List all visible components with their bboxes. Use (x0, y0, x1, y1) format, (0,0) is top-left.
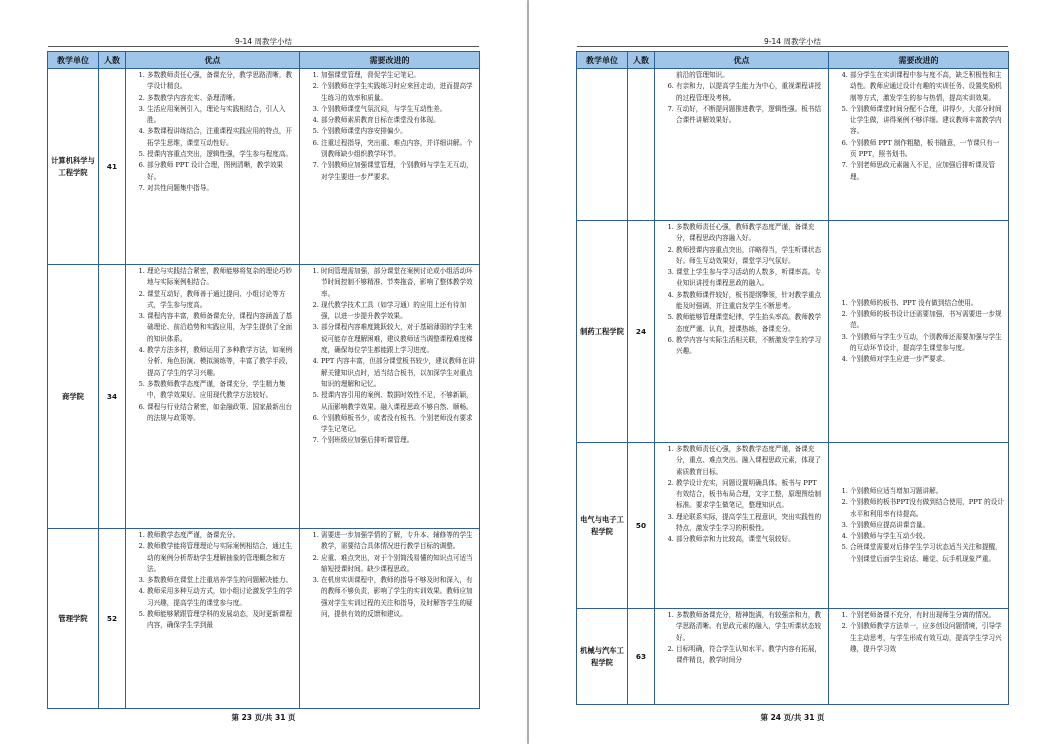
count-cell: 34 (99, 265, 126, 529)
list-item: 1. 多数教师责任心强，备课充分，教学思路清晰，教学设计精良。 (147, 70, 296, 93)
list-item: 4. 多数课程讲练结合，注重课程实践应用的特点，开拓学生思维，课堂互动性好。 (147, 126, 296, 149)
list-item: 4. 部分教师素质教育目标在课堂没有体现。 (321, 115, 476, 126)
list-item: 3. 课程内容丰富，教师备课充分，课程内容涵盖了基础理论、前沿趋势和实践应用，为学生提供了全面的知识体系。 (147, 311, 296, 345)
col-strengths: 优点 (655, 52, 829, 69)
improvements-cell (829, 221, 1009, 443)
list-item: 4. 个别教师与学生互动少较。 (850, 531, 1005, 542)
unit-cell: 商学院 (48, 265, 99, 529)
unit-cell: 制药工程学院 (577, 221, 628, 443)
list-item: 7. 互动好，不断提问题推进教学，逻辑性强。板书结合课件讲解效果好。 (676, 104, 825, 127)
list-item: 4. 教师采用多种互动方式，如小组讨论激发学生的学习兴趣，提高学生的课堂参与度。 (147, 586, 296, 609)
list-item: 4. 教学方法多样，教师运用了多种教学方法，如案例分析、角色扮演、模拟演练等，丰富了教学手段，提高了学生的学习兴趣。 (147, 345, 296, 379)
list-item: 5. 多数教师教学态度严谨，备课充分，学生精力集中，教学效果好。应用现代教学方法较好。 (147, 379, 296, 402)
list-item: 1. 加强课堂管理，督促学生记笔记。 (321, 70, 476, 81)
table-row (48, 265, 480, 529)
list-item: 3. 多数教师在课堂上注重培养学生的问题解决能力。 (147, 575, 296, 586)
table-row (577, 443, 1009, 609)
list-item: 6. 课程与行业结合紧密，如金融政策、国家最新出台的法规与政策等。 (147, 402, 296, 425)
list-item: 3. 理论联系实际，提高学生工程意识，突出实践性的特点，激发学生学习的积极性。 (676, 512, 825, 535)
improvements-cell (829, 443, 1009, 609)
page-footer: 第 24 页/共 31 页 (760, 713, 825, 722)
table-row (48, 529, 480, 709)
page-header: 9-14 周教学小结 (764, 37, 821, 46)
col-improvements: 需要改进的 (300, 52, 480, 69)
list-item: 7. 个别老师思政元素融入不足，应加强后排听课及管理。 (850, 160, 1005, 183)
list-item: 4. 部分学生在实训课程中参与度不高，缺乏积极性和主动性。教师应通过设计有趣的实训任务、设置奖励机制等方式，激发学生的参与热情，提高实训效果。 (850, 70, 1005, 104)
list-item: 6. 有亲和力，以提高学生能力为中心，重视课程讲授的过程管理及考核。 (676, 81, 825, 104)
list-item: 6. 部分教师 PPT 设计合理，图例清晰，教学效果好。 (147, 160, 296, 183)
col-count: 人数 (99, 52, 126, 69)
count-cell (628, 69, 655, 221)
list-item: 6. 教学内容与实际生活相关联，不断激发学生的学习兴趣。 (676, 335, 825, 358)
strengths-cell (655, 443, 829, 609)
unit-cell: 机械与汽车工程学院 (577, 609, 628, 705)
list-item: 2. 多数教学内容充实、条理清晰。 (147, 93, 296, 104)
table-row (48, 69, 480, 265)
list-item: 1. 个别教师应适当增加习题讲解。 (850, 486, 1005, 497)
list-item: 2. 个别教师在学生实践练习时应来回走动，进而提高学生练习的效率和质量。 (321, 81, 476, 104)
list-item: 2. 目标明确，符合学生认知水平。教学内容有拓展，课件精良，教学时间分 (676, 644, 825, 667)
col-count: 人数 (628, 52, 655, 69)
list-item: 2. 教师教学能将管理理论与实际案例相结合，通过生动的案例分析帮助学生理解抽象的管理概念和方法。 (147, 541, 296, 575)
summary-table (576, 51, 1009, 705)
col-improvements: 需要改进的 (829, 52, 1009, 69)
page-footer: 第 23 页/共 31 页 (231, 713, 296, 722)
list-item: 5. 教师能够紧跟管理学科的发展动态，及时更新课程内容，确保学生学到最 (147, 609, 296, 632)
list-item: 4. 个别教师对学生应进一步严要求。 (850, 354, 1005, 365)
col-unit: 教学单位 (577, 52, 628, 69)
list-item: 2. 个别教师教学方法单一，应多创设问题情境，引导学生主动思考，与学生形成有效互动，提高学生学习兴趣，提升学习效 (850, 621, 1005, 655)
list-item: 6. 个别教师板书少，或者没有板书。个别老师没有要求学生记笔记。 (321, 413, 476, 436)
list-item: 2. 课堂互动好，教师善于通过提问、小组讨论等方式，学生参与度高。 (147, 289, 296, 312)
list-item: 5. 授课内容引用的案例、数据时效性不足，不够新颖，从而影响教学效果。融入课程思政不够自然、顺畅。 (321, 390, 476, 413)
table-header-row (48, 52, 480, 69)
strengths-cell (655, 609, 829, 705)
list-item: 1. 多数教师责任心强，多数教学态度严谨，备课充分，重点、难点突出。融入课程思政元素，体现了素质教育目标。 (676, 444, 825, 478)
count-cell: 63 (628, 609, 655, 705)
list-item: 1. 个别教师的板书、PPT 没有做到结合使用。 (850, 298, 1005, 309)
list-item: 4. 多数教师课件较好，板书提纲擎领，针对教学重点能及时强调，并注重启发学生不断思考。 (676, 290, 825, 313)
list-item: 2. 个别教师的板书设计还需要加强，书写需要进一步规范。 (850, 309, 1005, 332)
unit-cell: 计算机科学与工程学院 (48, 69, 99, 265)
summary-table (47, 51, 480, 709)
list-item: 1. 个别老师备课不充分，有时出现师生分离的情况。 (850, 610, 1005, 621)
continued-text: 前沿的管理知识。 (676, 71, 729, 79)
list-item: 3. 课堂上学生参与学习活动的人数多，听课率高。专业知识讲授有课程思政的融入。 (676, 267, 825, 290)
list-item: 2. 应重、难点突出，对于个别简浅易懂的知识点可适当缩短授课时间。缺少课程思政。 (321, 553, 476, 576)
table-row (577, 221, 1009, 443)
list-item: 3. 部分课程内容难度跳跃较大，对于基础薄弱的学生来说可能存在理解困难，建议教师适当调整课程难度梯度，确保每位学生都能跟上学习进度。 (321, 322, 476, 356)
list-item: 1. 多数教师备课充分，精神饱满，有较强亲和力，教学思路清晰。有思政元素的融入，学生听课状态较好。 (676, 610, 825, 644)
list-item: 3. 个别教师应提高讲课音量。 (850, 520, 1005, 531)
col-unit: 教学单位 (48, 52, 99, 69)
list-item: 7. 个别班级应加强后排听课管理。 (321, 435, 476, 446)
count-cell: 24 (628, 221, 655, 443)
improvements-cell (300, 529, 480, 709)
list-item: 2. 教学设计充实，问题设置明确具体。板书与 PPT 有效结合，板书布局合理，文字工整，原理图绘制标准。要求学生做笔记，整理知识点。 (676, 478, 825, 512)
header-rule (48, 46, 479, 47)
list-item: 1. 多数教师责任心强，教师教学态度严谨，备课充分，课程思政内容融入好。 (676, 222, 825, 245)
page-header: 9-14 周教学小结 (235, 37, 292, 46)
list-item: 4. 部分教师亲和力比较高，课堂气氛较好。 (676, 534, 825, 545)
strengths-cell (655, 69, 829, 221)
col-strengths: 优点 (126, 52, 300, 69)
page-23 (0, 0, 527, 744)
list-item: 1. 理论与实践结合紧密，教师能够将复杂的理论巧妙地与实际案例相结合。 (147, 266, 296, 289)
improvements-cell (300, 265, 480, 529)
table-row (577, 69, 1009, 221)
list-item: 5. 授课内容重点突出，逻辑性强，学生参与程度高。 (147, 149, 296, 160)
improvements-cell (829, 69, 1009, 221)
page-24 (529, 0, 1056, 744)
unit-cell: 电气与电子工程学院 (577, 443, 628, 609)
list-item: 6. 个别教师 PPT 制作粗糙，板书随意，一节课只有一页 PPT，照书划书。 (850, 138, 1005, 161)
list-item: 2. 现代教学技术工具（如学习通）的应用上还有待加强，以进一步提升教学效果。 (321, 300, 476, 323)
strengths-cell (126, 69, 300, 265)
list-item: 5. 个别教师课堂内容安排偏少。 (321, 126, 476, 137)
header-rule (577, 46, 1008, 47)
list-item: 7. 对共性问题集中指导。 (147, 183, 296, 194)
count-cell: 41 (99, 69, 126, 265)
unit-cell: 管理学院 (48, 529, 99, 709)
list-item: 6. 注重过程指导，突出重、难点内容，并详细讲解。个别教师缺少组织教学环节。 (321, 138, 476, 161)
list-item: 5. 个别教师课堂时间分配不合理，讲得少，大部分时间让学生做，讲得案例不够详细。建议教师丰富教学内容。 (850, 104, 1005, 138)
list-item: 4. PPT 内容丰富，但部分课堂板书较少，建议教师在讲解关键知识点时，适当结合板书，以加深学生对重点知识的理解和记忆。 (321, 356, 476, 390)
unit-cell (577, 69, 628, 221)
list-item: 1. 需要进一步加强学情的了解，专升本、辅修等的学生教学，需要结合具体情况进行教学目标的调整。 (321, 530, 476, 553)
list-item: 3. 在机房实训课程中，教师的指导不够及时和深入，有的教师不够负责，影响了学生的实训效果。教师应加强对学生实训过程的关注和指导，及时解答学生的疑问，提供有效的反馈和建议。 (321, 575, 476, 620)
list-item: 2. 教师授课内容重点突出，详略得当，学生听课状态好。师生互动效果好，课堂学习气氛好。 (676, 245, 825, 268)
table-header-row (577, 52, 1009, 69)
list-item: 3. 生活应用案例引入，理论与实践相结合，引人入胜。 (147, 104, 296, 127)
strengths-cell (126, 265, 300, 529)
list-item: 5. 教师能够管理课堂纪律，学生抬头率高。教师教学态度严谨、认真，授课热练，备课充分。 (676, 312, 825, 335)
count-cell: 50 (628, 443, 655, 609)
count-cell: 52 (99, 529, 126, 709)
strengths-cell (655, 221, 829, 443)
list-item: 2. 个别教师的板书PPT没有做到结合使用，PPT 的设计水平和利用率有待提高。 (850, 497, 1005, 520)
improvements-cell (829, 609, 1009, 705)
improvements-cell (300, 69, 480, 265)
list-item: 3. 个别教师与学生少互动，个别教师还需要加强与学生的互动环节设计，提高学生课堂参与度。 (850, 332, 1005, 355)
list-item: 1. 教师教学态度严谨，备课充分。 (147, 530, 296, 541)
strengths-cell (126, 529, 300, 709)
list-item: 1. 时间管理需加强，部分课堂在案例讨论或小组活动环节时间控制不够精准、节奏拖沓，影响了整体教学效率。 (321, 266, 476, 300)
list-item: 5. 合班课堂需要对后排学生学习状态适当关注和提醒，个别课堂后面学生说话、睡觉、玩手机现象严重。 (850, 542, 1005, 565)
table-row (577, 609, 1009, 705)
list-item: 3. 个别教师课堂气氛沉闷，与学生互动性差。 (321, 104, 476, 115)
list-item: 7. 个别教师应加强课堂管理，个别教师与学生无互动，对学生要进一步严要求。 (321, 160, 476, 183)
